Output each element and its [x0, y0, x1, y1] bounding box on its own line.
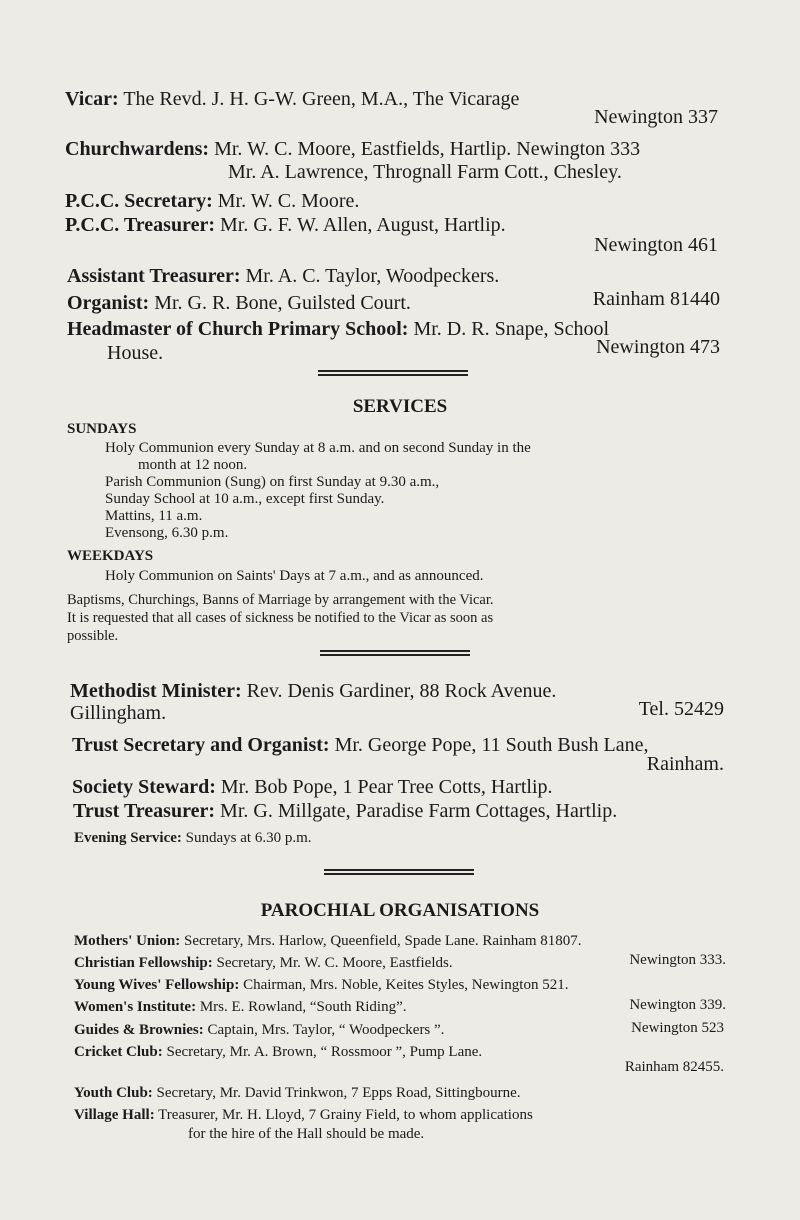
weekdays-heading: WEEKDAYS	[67, 548, 154, 564]
sundays-heading: SUNDAYS	[67, 421, 137, 437]
christian-fellowship-label: Christian Fellowship:	[74, 955, 213, 971]
sunday-service-4: Mattins, 11 a.m.	[105, 508, 203, 524]
sunday-service-3: Sunday School at 10 a.m., except first Sunday.	[105, 491, 385, 507]
headmaster-text: Mr. D. R. Snape, School	[413, 318, 610, 340]
society-steward-line	[72, 776, 553, 799]
assistant-treasurer-text: Mr. A. C. Taylor, Woodpeckers.	[245, 265, 500, 287]
society-steward-label: Society Steward:	[72, 776, 216, 798]
pcc-secretary-line	[65, 190, 359, 213]
sunday-service-2: Parish Communion (Sung) on first Sunday at 9.30 a.m.,	[105, 474, 440, 490]
divider	[324, 869, 474, 875]
trust-treasurer-text: Mr. G. Millgate, Paradise Farm Cottages, Hartlip.	[220, 800, 618, 822]
young-wives-line	[74, 977, 568, 994]
young-wives-label: Young Wives' Fellowship:	[74, 977, 240, 993]
christian-fellowship-text: Secretary, Mr. W. C. Moore, Eastfields.	[216, 955, 453, 971]
guides-text: Captain, Mrs. Taylor, “ Woodpeckers ”.	[207, 1022, 445, 1038]
trust-secretary-line	[72, 734, 648, 757]
womens-institute-label: Women's Institute:	[74, 999, 197, 1015]
churchwardens-text: Mr. W. C. Moore, Eastfields, Hartlip. Newington 333	[214, 138, 641, 160]
services-note-2: It is requested that all cases of sickness be notified to the Vicar as soon as	[67, 610, 494, 626]
trust-secretary-label: Trust Secretary and Organist:	[72, 734, 330, 756]
vicar-text: The Revd. J. H. G-W. Green, M.A., The Vicarage	[123, 88, 520, 110]
sunday-service-1-cont: month at 12 noon.	[138, 457, 248, 473]
young-wives-text: Chairman, Mrs. Noble, Keites Styles, Newington 521.	[243, 977, 569, 993]
christian-fellowship-phone: Newington 333.	[629, 952, 726, 968]
trust-treasurer-label: Trust Treasurer:	[73, 800, 216, 822]
cricket-club-label: Cricket Club:	[74, 1044, 163, 1060]
trust-treasurer-line	[73, 800, 617, 823]
assistant-treasurer-line	[67, 265, 499, 288]
cricket-club-line	[74, 1044, 482, 1061]
mothers-union-line	[74, 933, 582, 950]
methodist-minister-label: Methodist Minister:	[70, 680, 242, 702]
pcc-treasurer-phone: Newington 461	[594, 234, 718, 256]
organist-label: Organist:	[67, 292, 150, 314]
trust-secretary-line2: Rainham.	[646, 753, 724, 775]
headmaster-label: Headmaster of Church Primary School:	[67, 318, 409, 340]
youth-club-line	[74, 1085, 521, 1102]
weekday-service: Holy Communion on Saints' Days at 7 a.m., and as announced.	[105, 568, 484, 584]
divider	[318, 370, 468, 376]
organist-phone: Rainham 81440	[592, 288, 720, 310]
churchwardens-line	[65, 138, 640, 161]
churchwardens-label: Churchwardens:	[65, 138, 210, 160]
headmaster-line2: House.	[107, 342, 164, 364]
cricket-club-phone: Rainham 82455.	[624, 1059, 724, 1075]
evening-service-line	[74, 830, 312, 847]
pcc-secretary-label: P.C.C. Secretary:	[65, 190, 213, 212]
organist-text: Mr. G. R. Bone, Guilsted Court.	[154, 292, 411, 314]
methodist-minister-text: Rev. Denis Gardiner, 88 Rock Avenue.	[246, 680, 557, 702]
guides-line	[74, 1022, 444, 1039]
evening-service-label: Evening Service:	[74, 830, 182, 846]
society-steward-text: Mr. Bob Pope, 1 Pear Tree Cotts, Hartlip.	[220, 776, 553, 798]
services-heading: SERVICES	[352, 396, 448, 417]
evening-service-text: Sundays at 6.30 p.m.	[185, 830, 312, 846]
village-hall-line	[74, 1107, 533, 1124]
methodist-minister-line	[70, 680, 556, 703]
mothers-union-label: Mothers' Union:	[74, 933, 181, 949]
village-hall-line2: for the hire of the Hall should be made.	[188, 1126, 425, 1142]
methodist-minister-phone: Tel. 52429	[638, 698, 724, 720]
sunday-service-5: Evensong, 6.30 p.m.	[105, 525, 229, 541]
christian-fellowship-line	[74, 955, 453, 972]
guides-label: Guides & Brownies:	[74, 1022, 204, 1038]
trust-secretary-text: Mr. George Pope, 11 South Bush Lane,	[334, 734, 649, 756]
guides-phone: Newington 523	[631, 1020, 724, 1036]
methodist-minister-line2: Gillingham.	[70, 702, 167, 724]
cricket-club-text: Secretary, Mr. A. Brown, “ Rossmoor ”, Pump Lane.	[166, 1044, 483, 1060]
vicar-phone: Newington 337	[594, 106, 718, 128]
youth-club-label: Youth Club:	[74, 1085, 153, 1101]
organisations-heading: PAROCHIAL ORGANISATIONS	[260, 900, 540, 921]
village-hall-label: Village Hall:	[74, 1107, 155, 1123]
headmaster-phone: Newington 473	[596, 336, 720, 358]
pcc-treasurer-line	[65, 214, 506, 237]
divider	[320, 650, 470, 656]
pcc-secretary-text: Mr. W. C. Moore.	[217, 190, 360, 212]
mothers-union-text: Secretary, Mrs. Harlow, Queenfield, Spade Lane. Rainham 81807.	[184, 933, 582, 949]
assistant-treasurer-label: Assistant Treasurer:	[67, 265, 241, 287]
organist-line	[67, 292, 411, 315]
churchwardens-line2: Mr. A. Lawrence, Thrognall Farm Cott., Chesley.	[228, 161, 622, 183]
vicar-label: Vicar:	[65, 88, 119, 110]
womens-institute-phone: Newington 339.	[629, 997, 726, 1013]
services-note-1: Baptisms, Churchings, Banns of Marriage by arrangement with the Vicar.	[67, 592, 494, 608]
pcc-treasurer-label: P.C.C. Treasurer:	[65, 214, 215, 236]
services-note-3: possible.	[67, 628, 119, 644]
youth-club-text: Secretary, Mr. David Trinkwon, 7 Epps Road, Sittingbourne.	[156, 1085, 521, 1101]
sunday-service-1: Holy Communion every Sunday at 8 a.m. and on second Sunday in the	[105, 440, 531, 456]
pcc-treasurer-text: Mr. G. F. W. Allen, August, Hartlip.	[220, 214, 506, 236]
village-hall-text: Treasurer, Mr. H. Lloyd, 7 Grainy Field, to whom applications	[158, 1107, 533, 1123]
womens-institute-text: Mrs. E. Rowland, “South Riding”.	[199, 999, 407, 1015]
vicar-line	[65, 88, 519, 111]
womens-institute-line	[74, 999, 407, 1016]
